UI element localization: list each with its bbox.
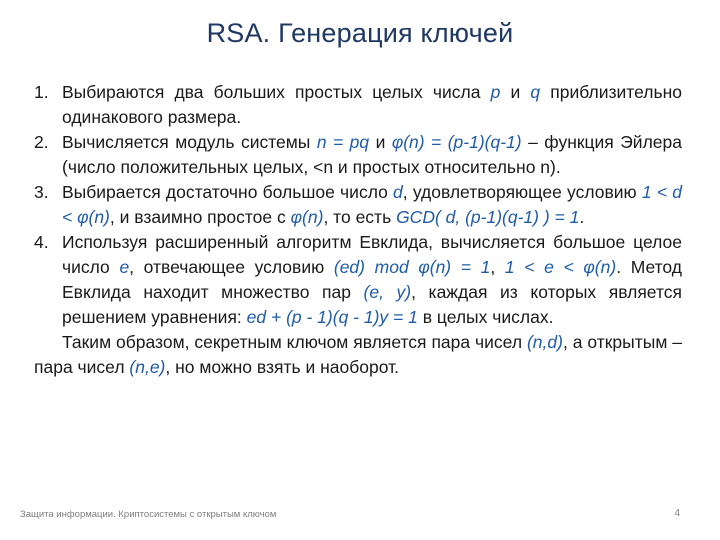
formula-text: ed + (p - 1)(q - 1)y = 1 [246,307,418,327]
page-number: 4 [674,508,680,519]
body-text: , но можно взять и наоборот. [165,357,400,377]
body-text: , а открытым – пара чисел [34,332,682,377]
formula-text: (n,e) [129,357,166,377]
step-text [62,232,682,327]
body-text: Выбираются два больших простых целых числа [62,82,491,102]
body-text: , и взаимно простое с [109,207,291,227]
body-text: . Метод Евклида находит множество пар [62,257,682,302]
body-text: Таким образом, секретным ключом является пара чисел [62,332,527,352]
body-text: . [579,207,585,227]
formula-text: φ(n) [290,207,324,227]
formula-text: n = pq [316,132,370,152]
formula-text: q [530,82,541,102]
body-text: – функция Эйлера (число положительных целых, <n и простых относительно n). [62,132,682,177]
step-text [62,82,682,127]
slide-title: RSA. Генерация ключей [206,18,514,48]
formula-text: φ(n) = (p-1)(q-1) [391,132,522,152]
formula-text: d [393,182,403,202]
step-item [34,230,682,330]
step-item [34,80,682,130]
body-text: Выбирается достаточно большое число [62,182,394,202]
formula-text: 1 < e < φ(n) [504,257,617,277]
formula-text: (ed) mod φ(n) = 1 [333,257,491,277]
body-text: , каждая из которых является решением уравнения: [62,282,682,327]
formula-text: p [490,82,501,102]
formula-text: (e, y) [363,282,412,302]
body-text: приблизительно одинакового размера. [62,82,682,127]
formula-text: 1 < d < φ(n) [62,182,682,227]
step-text [62,132,682,177]
step-text [62,182,682,227]
body-text: Используя расширенный алгоритм Евклида, вычисляется большое целое число [62,232,682,277]
body-text: и [369,132,392,152]
step-item [34,130,682,180]
body-text: , то есть [323,207,397,227]
body-text: Вычисляется модуль системы [62,132,317,152]
body-text: , отвечающее условию [129,257,334,277]
step-item [34,180,682,230]
steps-list [34,80,682,330]
body-text: и [500,82,531,102]
slide-body [34,80,682,380]
formula-text: e [119,257,130,277]
step-number: 3. [34,182,49,202]
formula-text: (n,d) [526,332,563,352]
step-number: 4. [34,232,49,252]
body-text: , удовлетворяющее условию [402,182,642,202]
step-number: 1. [34,82,49,102]
step-number: 2. [34,132,49,152]
body-text: в целых числах. [417,307,554,327]
body-text: , [490,257,505,277]
footer-text: Защита информации. Криптосистемы с открытым ключом [20,509,277,520]
conclusion-paragraph [34,330,682,380]
formula-text: GCD( d, (p-1)(q-1) ) = 1 [396,207,580,227]
